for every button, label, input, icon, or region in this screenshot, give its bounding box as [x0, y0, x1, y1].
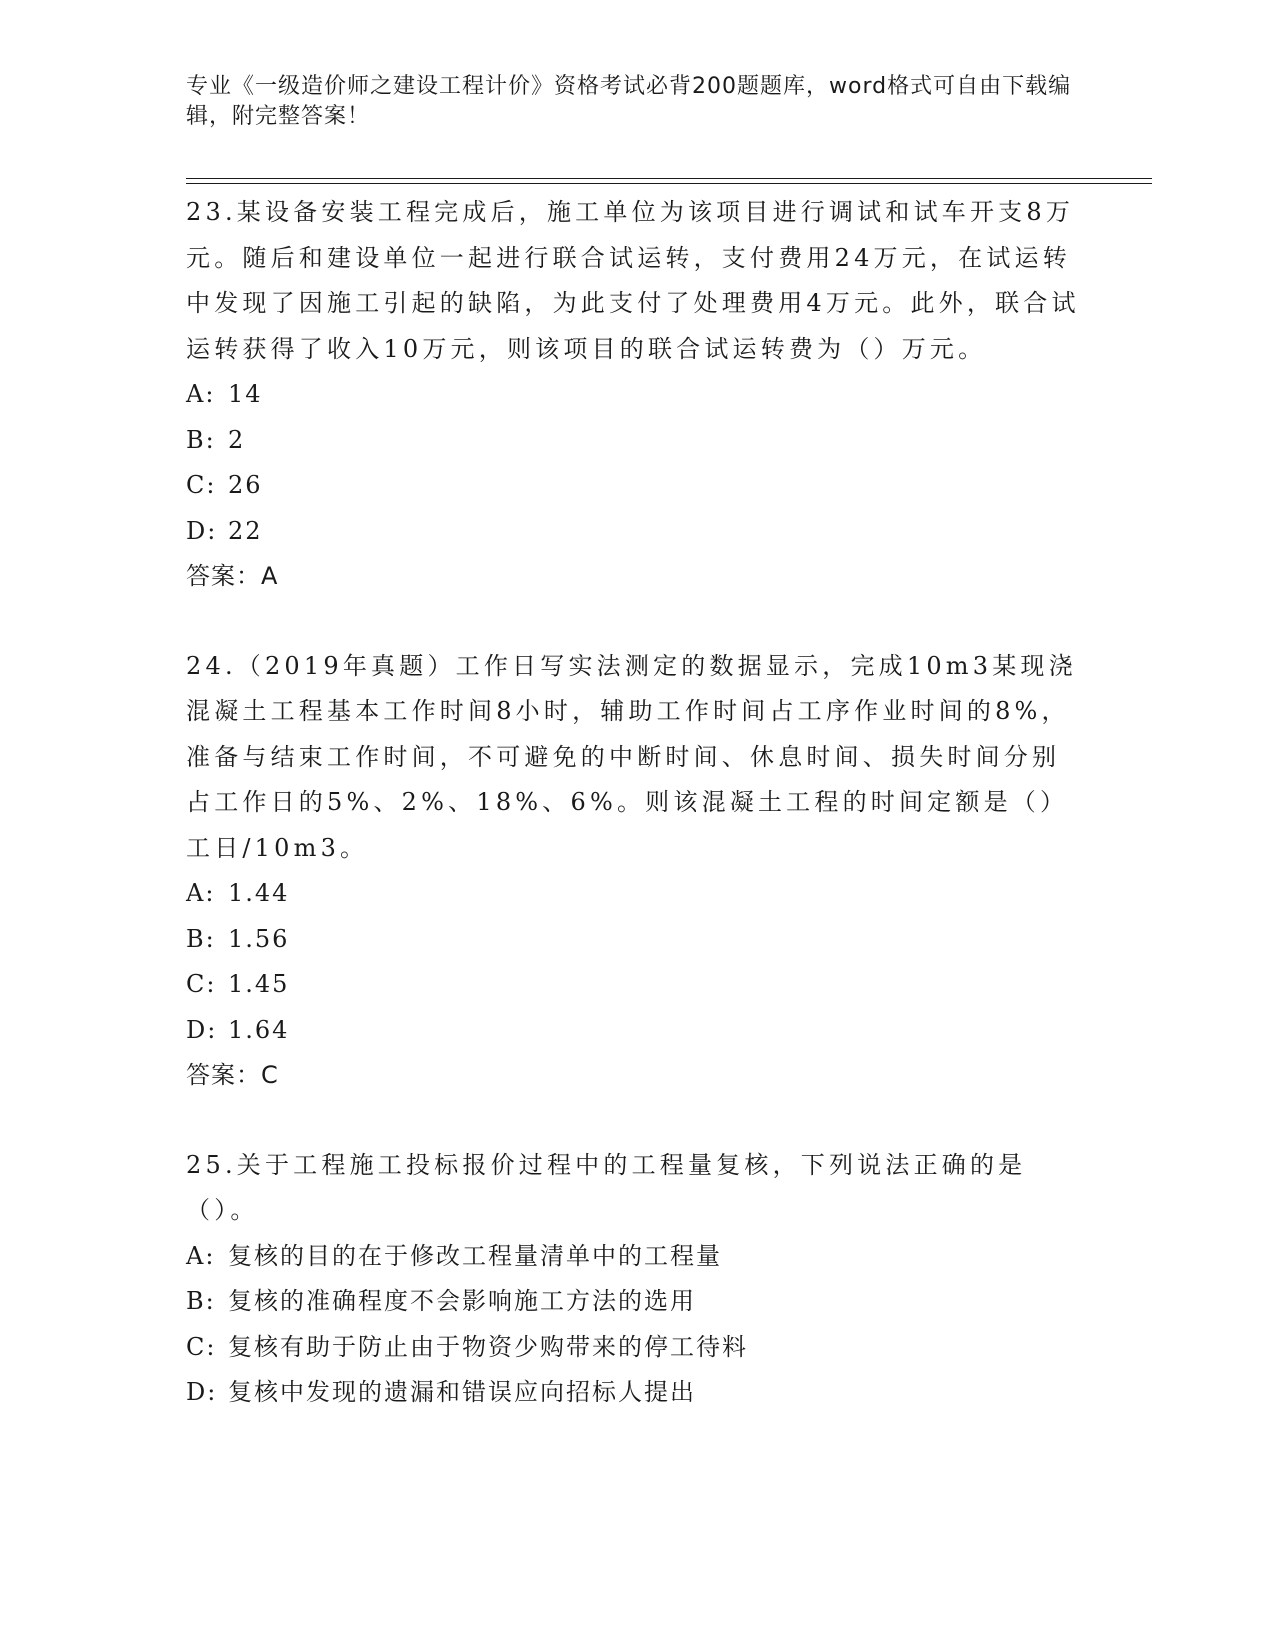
option-a: [186, 372, 1086, 418]
option-letter: A:: [186, 380, 216, 408]
option-d: [186, 1370, 1086, 1416]
question-stem: 25.关于工程施工投标报价过程中的工程量复核，下列说法正确的是（）。: [186, 1150, 1027, 1224]
option-text: 22: [228, 516, 263, 545]
option-b: [186, 917, 1086, 963]
option-letter: B:: [186, 1287, 216, 1315]
option-text: 复核的准确程度不会影响施工方法的选用: [228, 1287, 696, 1315]
option-text: 1.45: [228, 970, 290, 998]
answer-line: 答案：A: [186, 562, 279, 590]
header-divider-top: [186, 178, 1152, 179]
question-23: [186, 190, 1086, 600]
question-stem: 24.（2019年真题）工作日写实法测定的数据显示，完成10m3某现浇混凝土工程基本工作时间8小时，辅助工作时间占工序作业时间的8%，准备与结束工作时间，不可避免的中断时间、休息时间、损失时间分别占工作日的5%、2%、18%、6%。则该混凝土工程的时间定额是（）工日/10m3。: [186, 651, 1077, 862]
question-stem: 23.某设备安装工程完成后，施工单位为该项目进行调试和试车开支8万元。随后和建设单位一起进行联合试运转，支付费用24万元，在试运转中发现了因施工引起的缺陷，为此支付了处理费用4万元。此外，联合试运转获得了收入10万元，则该项目的联合试运转费为（）万元。: [186, 198, 1080, 363]
option-text: 26: [228, 471, 263, 499]
option-d: [186, 509, 1086, 555]
question-25: [186, 1143, 1086, 1416]
option-c: [186, 962, 1086, 1008]
option-b: [186, 418, 1086, 464]
option-text: 复核有助于防止由于物资少购带来的停工待料: [228, 1332, 748, 1361]
option-b: [186, 1279, 1086, 1325]
option-letter: B:: [186, 425, 216, 454]
option-c: [186, 1325, 1086, 1371]
option-letter: B:: [186, 924, 216, 953]
option-letter: A:: [186, 879, 216, 907]
option-text: 1.44: [228, 879, 290, 907]
option-letter: D:: [186, 1378, 218, 1406]
option-text: 1.56: [228, 924, 290, 953]
option-a: [186, 1234, 1086, 1280]
option-text: 复核中发现的遗漏和错误应向招标人提出: [228, 1378, 696, 1406]
option-letter: C:: [186, 471, 217, 499]
option-d: [186, 1008, 1086, 1054]
document-header: 专业《一级造价师之建设工程计价》资格考试必背200题题库，word格式可自由下载编辑，附完整答案！: [186, 74, 1072, 129]
option-text: 14: [228, 380, 263, 408]
option-c: [186, 463, 1086, 509]
option-text: 2: [228, 425, 246, 454]
answer-line: 答案：C: [186, 1061, 279, 1089]
option-letter: D:: [186, 1015, 218, 1044]
option-letter: C:: [186, 1332, 217, 1361]
option-text: 复核的目的在于修改工程量清单中的工程量: [228, 1241, 722, 1270]
option-letter: C:: [186, 970, 217, 998]
option-letter: A:: [186, 1241, 216, 1270]
question-list: [186, 190, 1086, 1460]
question-24: [186, 644, 1086, 1099]
header-divider-bottom: [186, 183, 1152, 184]
option-a: [186, 871, 1086, 917]
option-letter: D:: [186, 516, 218, 545]
option-text: 1.64: [228, 1015, 290, 1044]
